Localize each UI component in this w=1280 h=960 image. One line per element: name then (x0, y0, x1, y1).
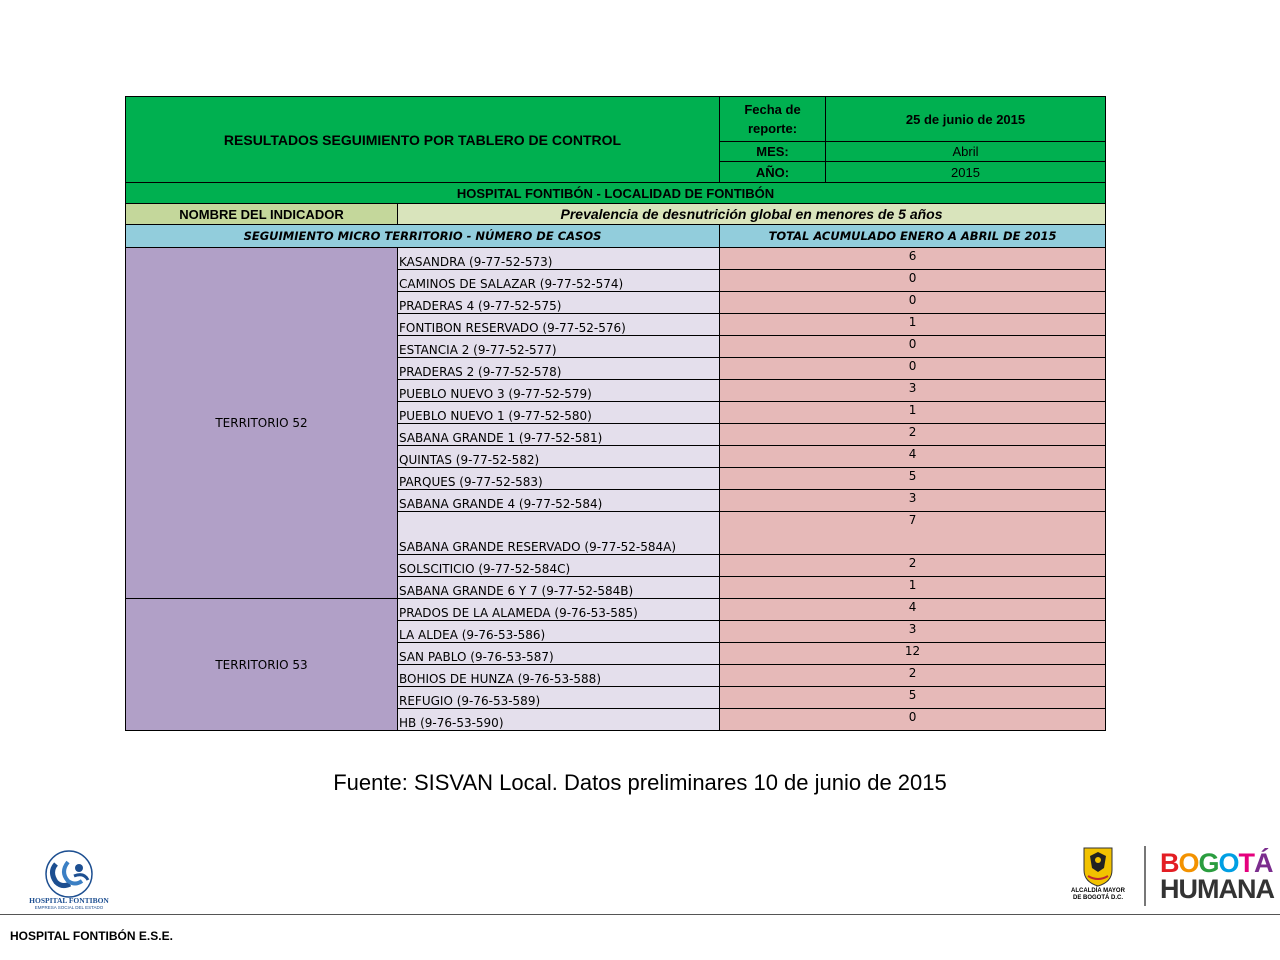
sector-name: SOLSCITICIO (9-77-52-584C) (398, 555, 720, 577)
sector-name: HB (9-76-53-590) (398, 709, 720, 731)
bogota-shield-icon (1066, 846, 1130, 888)
sector-name: SABANA GRANDE 6 Y 7 (9-77-52-584B) (398, 577, 720, 599)
indicator-label: NOMBRE DEL INDICADOR (126, 204, 398, 225)
case-count: 4 (720, 599, 1106, 621)
sector-name: SABANA GRANDE RESERVADO (9-77-52-584A) (398, 512, 720, 555)
mes-label: MES: (720, 142, 826, 162)
bogota-letter: G (1198, 848, 1219, 878)
sector-name: PUEBLO NUEVO 1 (9-77-52-580) (398, 402, 720, 424)
report-title: RESULTADOS SEGUIMIENTO POR TABLERO DE CONTROL (126, 97, 720, 183)
sector-name: SABANA GRANDE 1 (9-77-52-581) (398, 424, 720, 446)
territory-body (126, 248, 1106, 731)
sector-name: REFUGIO (9-76-53-589) (398, 687, 720, 709)
mes-value: Abril (826, 142, 1106, 162)
hospital-logo-text: HOSPITAL FONTIBON (29, 896, 109, 905)
territory-name: TERRITORIO 52 (126, 248, 398, 599)
case-count: 3 (720, 490, 1106, 512)
sector-name: ESTANCIA 2 (9-77-52-577) (398, 336, 720, 358)
case-count: 3 (720, 621, 1106, 643)
hospital-row: HOSPITAL FONTIBÓN - LOCALIDAD DE FONTIBÓN (126, 183, 1106, 204)
bogota-letter: B (1160, 848, 1179, 878)
sector-name: BOHIOS DE HUNZA (9-76-53-588) (398, 665, 720, 687)
case-count: 2 (720, 555, 1106, 577)
sector-name: CAMINOS DE SALAZAR (9-77-52-574) (398, 270, 720, 292)
fecha-value: 25 de junio de 2015 (826, 97, 1106, 142)
territory-name: TERRITORIO 53 (126, 599, 398, 731)
case-count: 0 (720, 358, 1106, 380)
source-note: Fuente: SISVAN Local. Datos preliminares 10 de junio de 2015 (333, 770, 947, 795)
alcaldia-logo (1066, 846, 1130, 908)
humana-word: HUMANA (1160, 874, 1274, 904)
case-count: 0 (720, 336, 1106, 358)
sector-name: FONTIBON RESERVADO (9-77-52-576) (398, 314, 720, 336)
case-count: 6 (720, 248, 1106, 270)
footer-divider (0, 914, 1280, 915)
case-count: 1 (720, 314, 1106, 336)
case-count: 0 (720, 270, 1106, 292)
sector-name: SAN PABLO (9-76-53-587) (398, 643, 720, 665)
hospital-fontibon-logo (22, 850, 116, 912)
sector-name: PUEBLO NUEVO 3 (9-77-52-579) (398, 380, 720, 402)
case-count: 0 (720, 292, 1106, 314)
bogota-letter: O (1178, 848, 1199, 878)
sector-name: KASANDRA (9-77-52-573) (398, 248, 720, 270)
alcaldia-caption (1066, 888, 1130, 902)
fecha-label: Fecha de reporte: (720, 97, 826, 142)
hospital-logo-subtext: EMPRESA SOCIAL DEL ESTADO (34, 905, 104, 910)
sector-name: LA ALDEA (9-76-53-586) (398, 621, 720, 643)
sector-name: PRADOS DE LA ALAMEDA (9-76-53-585) (398, 599, 720, 621)
results-table (125, 96, 1106, 731)
table-row (126, 599, 1106, 621)
indicator-value: Prevalencia de desnutrición global en menores de 5 años (398, 204, 1106, 225)
sector-name: PARQUES (9-77-52-583) (398, 468, 720, 490)
column-header-seguimiento: SEGUIMIENTO MICRO TERRITORIO - NÚMERO DE CASOS (126, 225, 720, 248)
case-count: 3 (720, 380, 1106, 402)
footer-text: HOSPITAL FONTIBÓN E.S.E. (10, 929, 173, 943)
case-count: 1 (720, 577, 1106, 599)
case-count: 2 (720, 424, 1106, 446)
bogota-letter: Á (1254, 848, 1273, 878)
case-count: 5 (720, 687, 1106, 709)
bogota-letter: T (1238, 848, 1255, 878)
sector-name: QUINTAS (9-77-52-582) (398, 446, 720, 468)
alcaldia-line1: ALCALDÍA MAYOR (1071, 888, 1125, 894)
sector-name: PRADERAS 4 (9-77-52-575) (398, 292, 720, 314)
case-count: 5 (720, 468, 1106, 490)
column-header-total: TOTAL ACUMULADO ENERO A ABRIL DE 2015 (720, 225, 1106, 248)
case-count: 2 (720, 665, 1106, 687)
sector-name: SABANA GRANDE 4 (9-77-52-584) (398, 490, 720, 512)
ano-value: 2015 (826, 162, 1106, 183)
logo-divider (1144, 846, 1146, 906)
case-count: 0 (720, 709, 1106, 731)
bogota-humana-logo (1160, 848, 1274, 904)
bogota-letter: O (1218, 848, 1239, 878)
table-row (126, 248, 1106, 270)
hospital-logo-icon (22, 850, 116, 898)
case-count: 1 (720, 402, 1106, 424)
case-count: 4 (720, 446, 1106, 468)
case-count: 12 (720, 643, 1106, 665)
alcaldia-line2: DE BOGOTÁ D.C. (1072, 895, 1123, 901)
ano-label: AÑO: (720, 162, 826, 183)
sector-name: PRADERAS 2 (9-77-52-578) (398, 358, 720, 380)
case-count: 7 (720, 512, 1106, 555)
